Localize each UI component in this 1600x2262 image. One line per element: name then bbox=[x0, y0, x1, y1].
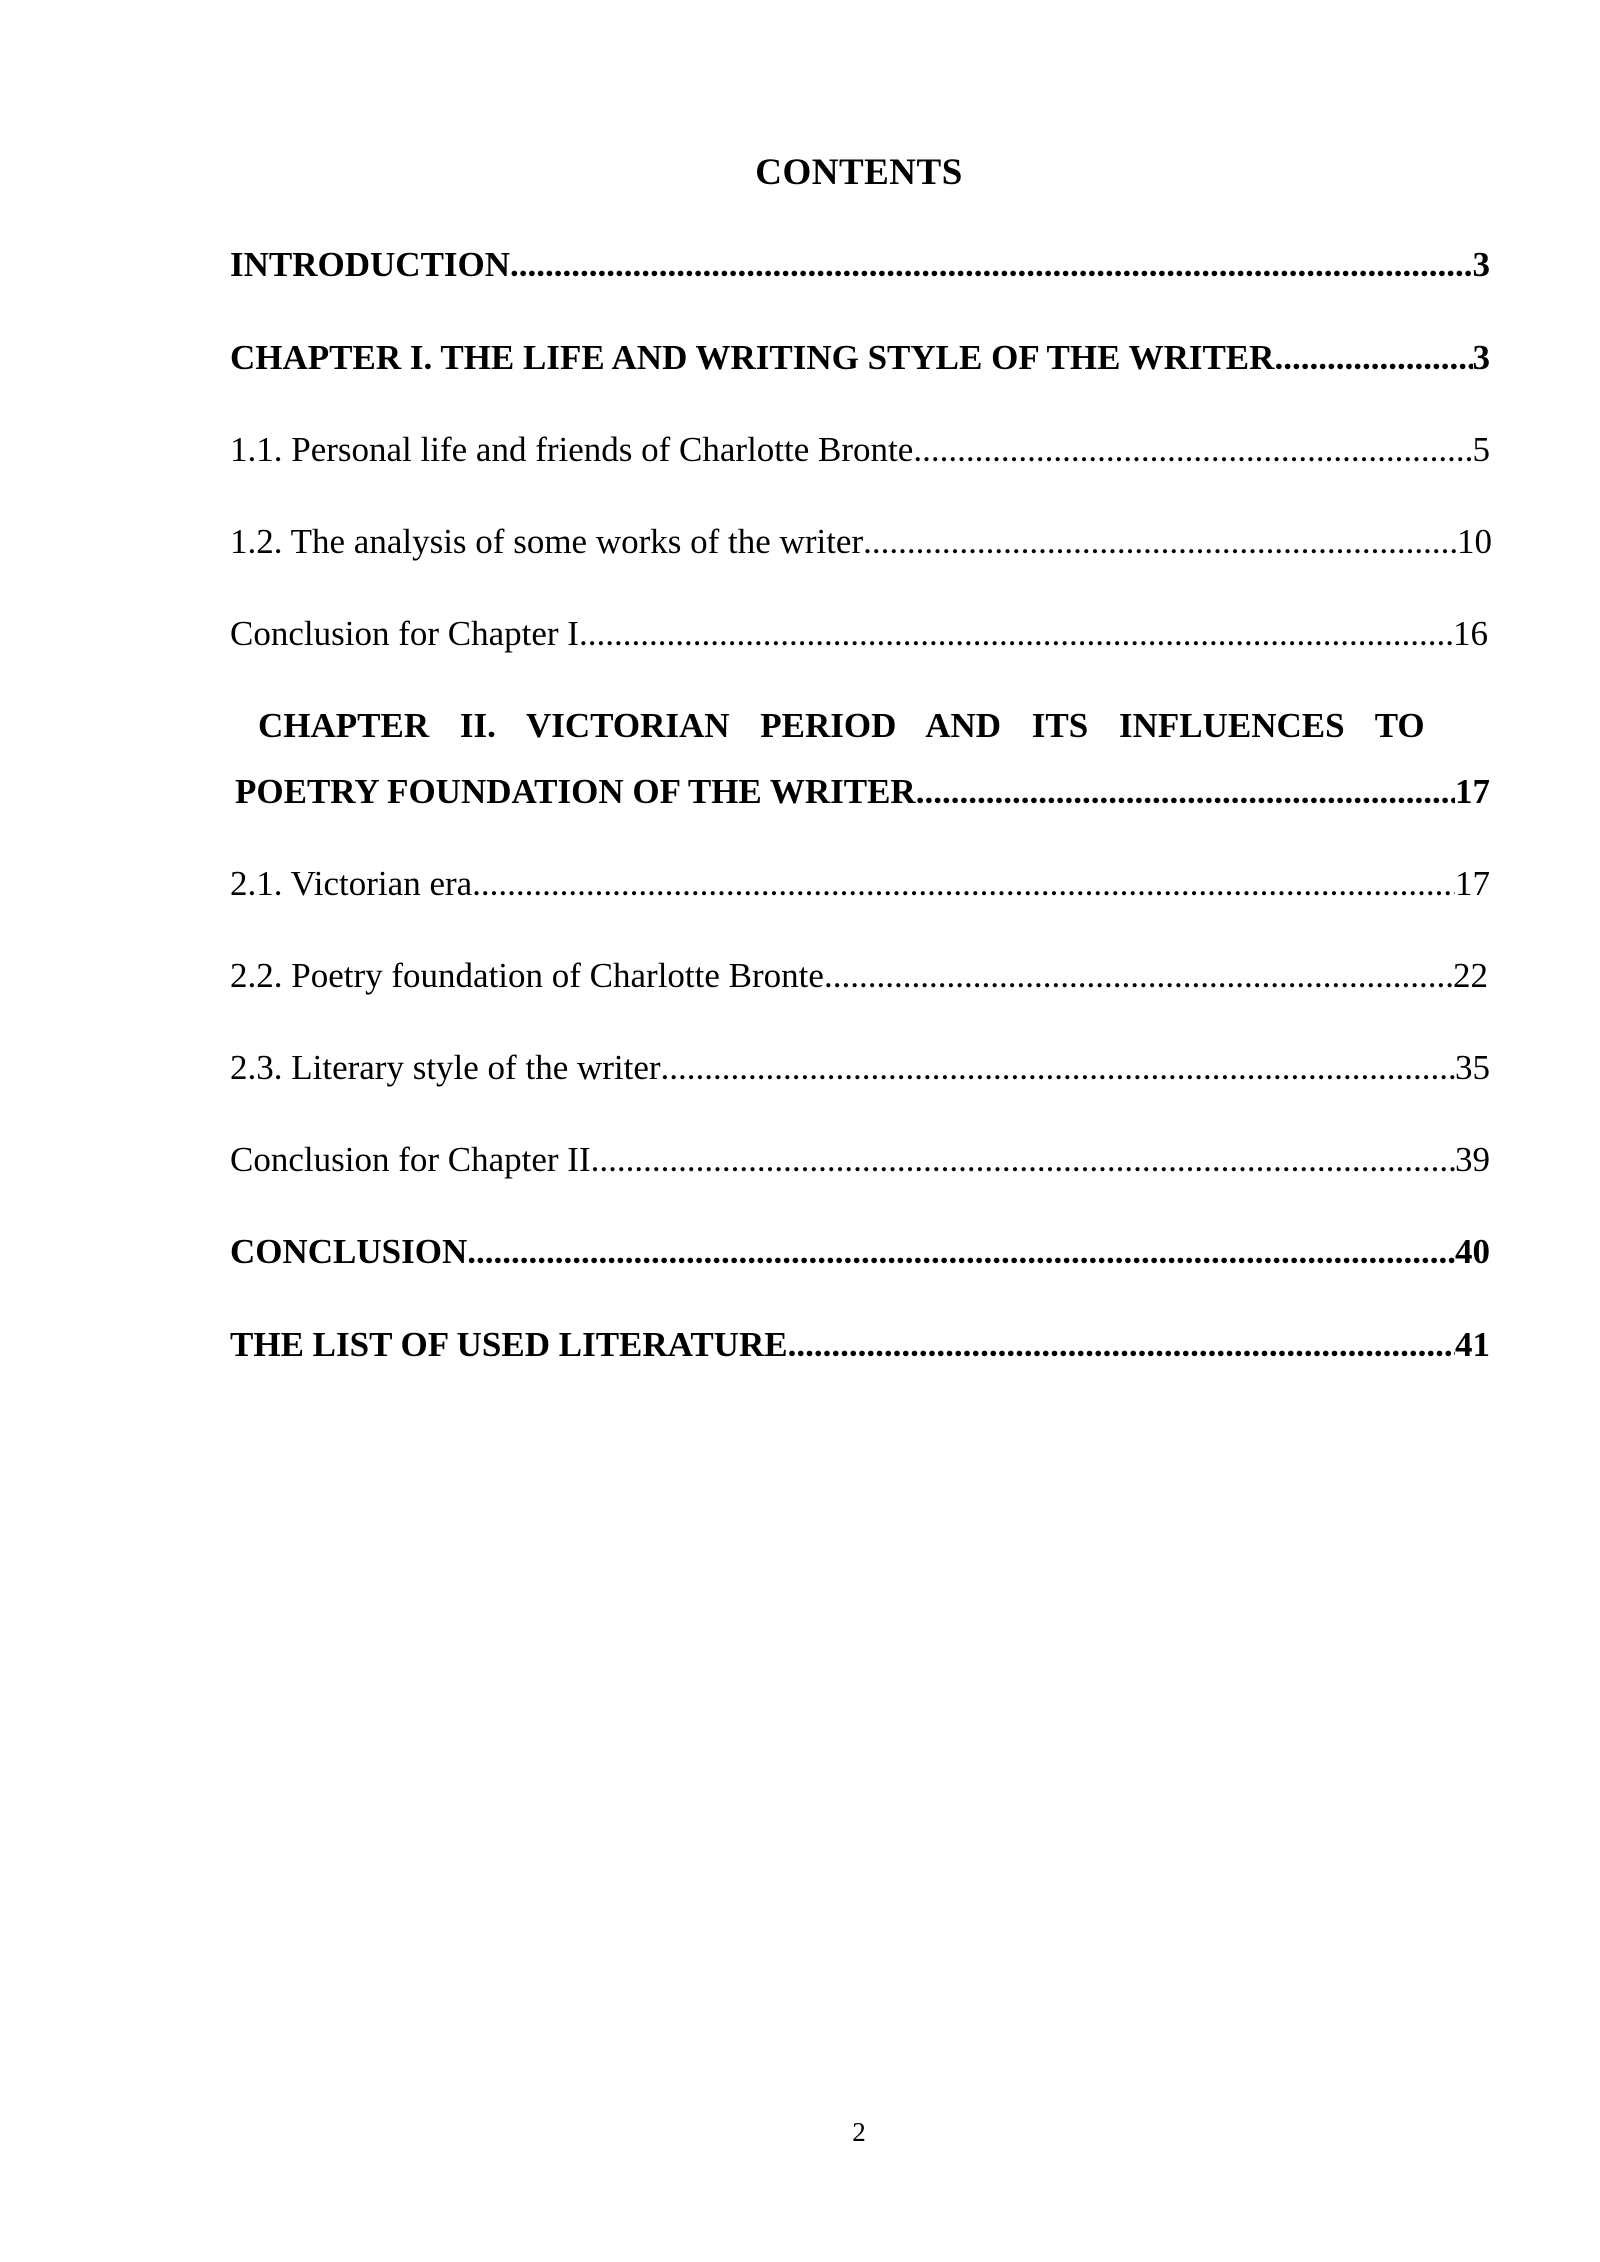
toc-entry-conclusion-chapter-2[interactable] bbox=[230, 1135, 1490, 1185]
dot-leader bbox=[788, 1320, 1455, 1370]
toc-entry-page: 5 bbox=[1472, 430, 1490, 469]
page-number: 2 bbox=[852, 2117, 866, 2147]
toc-entry-page: 40 bbox=[1455, 1232, 1490, 1271]
toc-entry-2-2[interactable] bbox=[230, 951, 1488, 1001]
toc-entry-label: CONCLUSION bbox=[230, 1232, 468, 1271]
dot-leader bbox=[579, 609, 1453, 659]
toc-entry-page: 17 bbox=[1455, 864, 1490, 903]
toc-entry-label: 2.1. Victorian era bbox=[230, 864, 473, 903]
dot-leader bbox=[472, 859, 1455, 909]
toc-entry-chapter-2-line1: CHAPTER II. VICTORIAN PERIOD AND ITS INFLUENCES TO bbox=[258, 706, 1425, 745]
toc-entry-label: Conclusion for Chapter II bbox=[230, 1140, 591, 1179]
toc-entry-label: Conclusion for Chapter I bbox=[230, 614, 579, 653]
dot-leader bbox=[913, 425, 1472, 475]
toc-entry-page: 3 bbox=[1472, 338, 1490, 377]
toc-entry-conclusion[interactable] bbox=[230, 1227, 1490, 1277]
toc-entry-page: 41 bbox=[1455, 1325, 1490, 1364]
dot-leader bbox=[467, 1227, 1455, 1277]
toc-entry-label: 1.2. The analysis of some works of the writer bbox=[230, 522, 864, 561]
toc-entry-label: 2.3. Literary style of the writer bbox=[230, 1048, 661, 1087]
toc-entry-page: 3 bbox=[1472, 245, 1490, 284]
toc-entry-label: POETRY FOUNDATION OF THE WRITER bbox=[235, 772, 916, 811]
toc-entry-label: 1.1. Personal life and friends of Charlotte Bronte bbox=[230, 430, 914, 469]
dot-leader bbox=[591, 1135, 1455, 1185]
toc-entry-chapter-1[interactable] bbox=[230, 333, 1490, 383]
toc-entry-literature[interactable] bbox=[230, 1320, 1490, 1370]
dot-leader bbox=[661, 1043, 1455, 1093]
toc-entry-conclusion-chapter-1[interactable] bbox=[230, 609, 1488, 659]
dot-leader bbox=[510, 240, 1472, 290]
toc-entry-2-3[interactable] bbox=[230, 1043, 1490, 1093]
toc-entry-page: 35 bbox=[1455, 1048, 1490, 1087]
page-title: CONTENTS bbox=[755, 152, 963, 193]
toc-entry-introduction[interactable] bbox=[230, 240, 1490, 290]
dot-leader bbox=[916, 767, 1455, 817]
toc-entry-page: 10 bbox=[1457, 522, 1492, 561]
dot-leader bbox=[863, 517, 1457, 567]
toc-entry-label: THE LIST OF USED LITERATURE bbox=[230, 1325, 788, 1364]
toc-entry-page: 16 bbox=[1453, 614, 1488, 653]
dot-leader bbox=[824, 951, 1453, 1001]
toc-entry-chapter-2[interactable] bbox=[235, 767, 1490, 817]
toc-entry-page: 39 bbox=[1455, 1140, 1490, 1179]
toc-entry-label: CHAPTER I. THE LIFE AND WRITING STYLE OF THE WRITER bbox=[230, 338, 1275, 377]
toc-entry-2-1[interactable] bbox=[230, 859, 1490, 909]
toc-entry-label: 2.2. Poetry foundation of Charlotte Bronte bbox=[230, 956, 824, 995]
toc-entry-label: INTRODUCTION bbox=[230, 245, 511, 284]
dot-leader bbox=[1274, 333, 1472, 383]
toc-entry-1-1[interactable] bbox=[230, 425, 1490, 475]
toc-entry-page: 17 bbox=[1455, 772, 1490, 811]
toc-entry-page: 22 bbox=[1453, 956, 1488, 995]
toc-entry-1-2[interactable] bbox=[230, 517, 1492, 567]
